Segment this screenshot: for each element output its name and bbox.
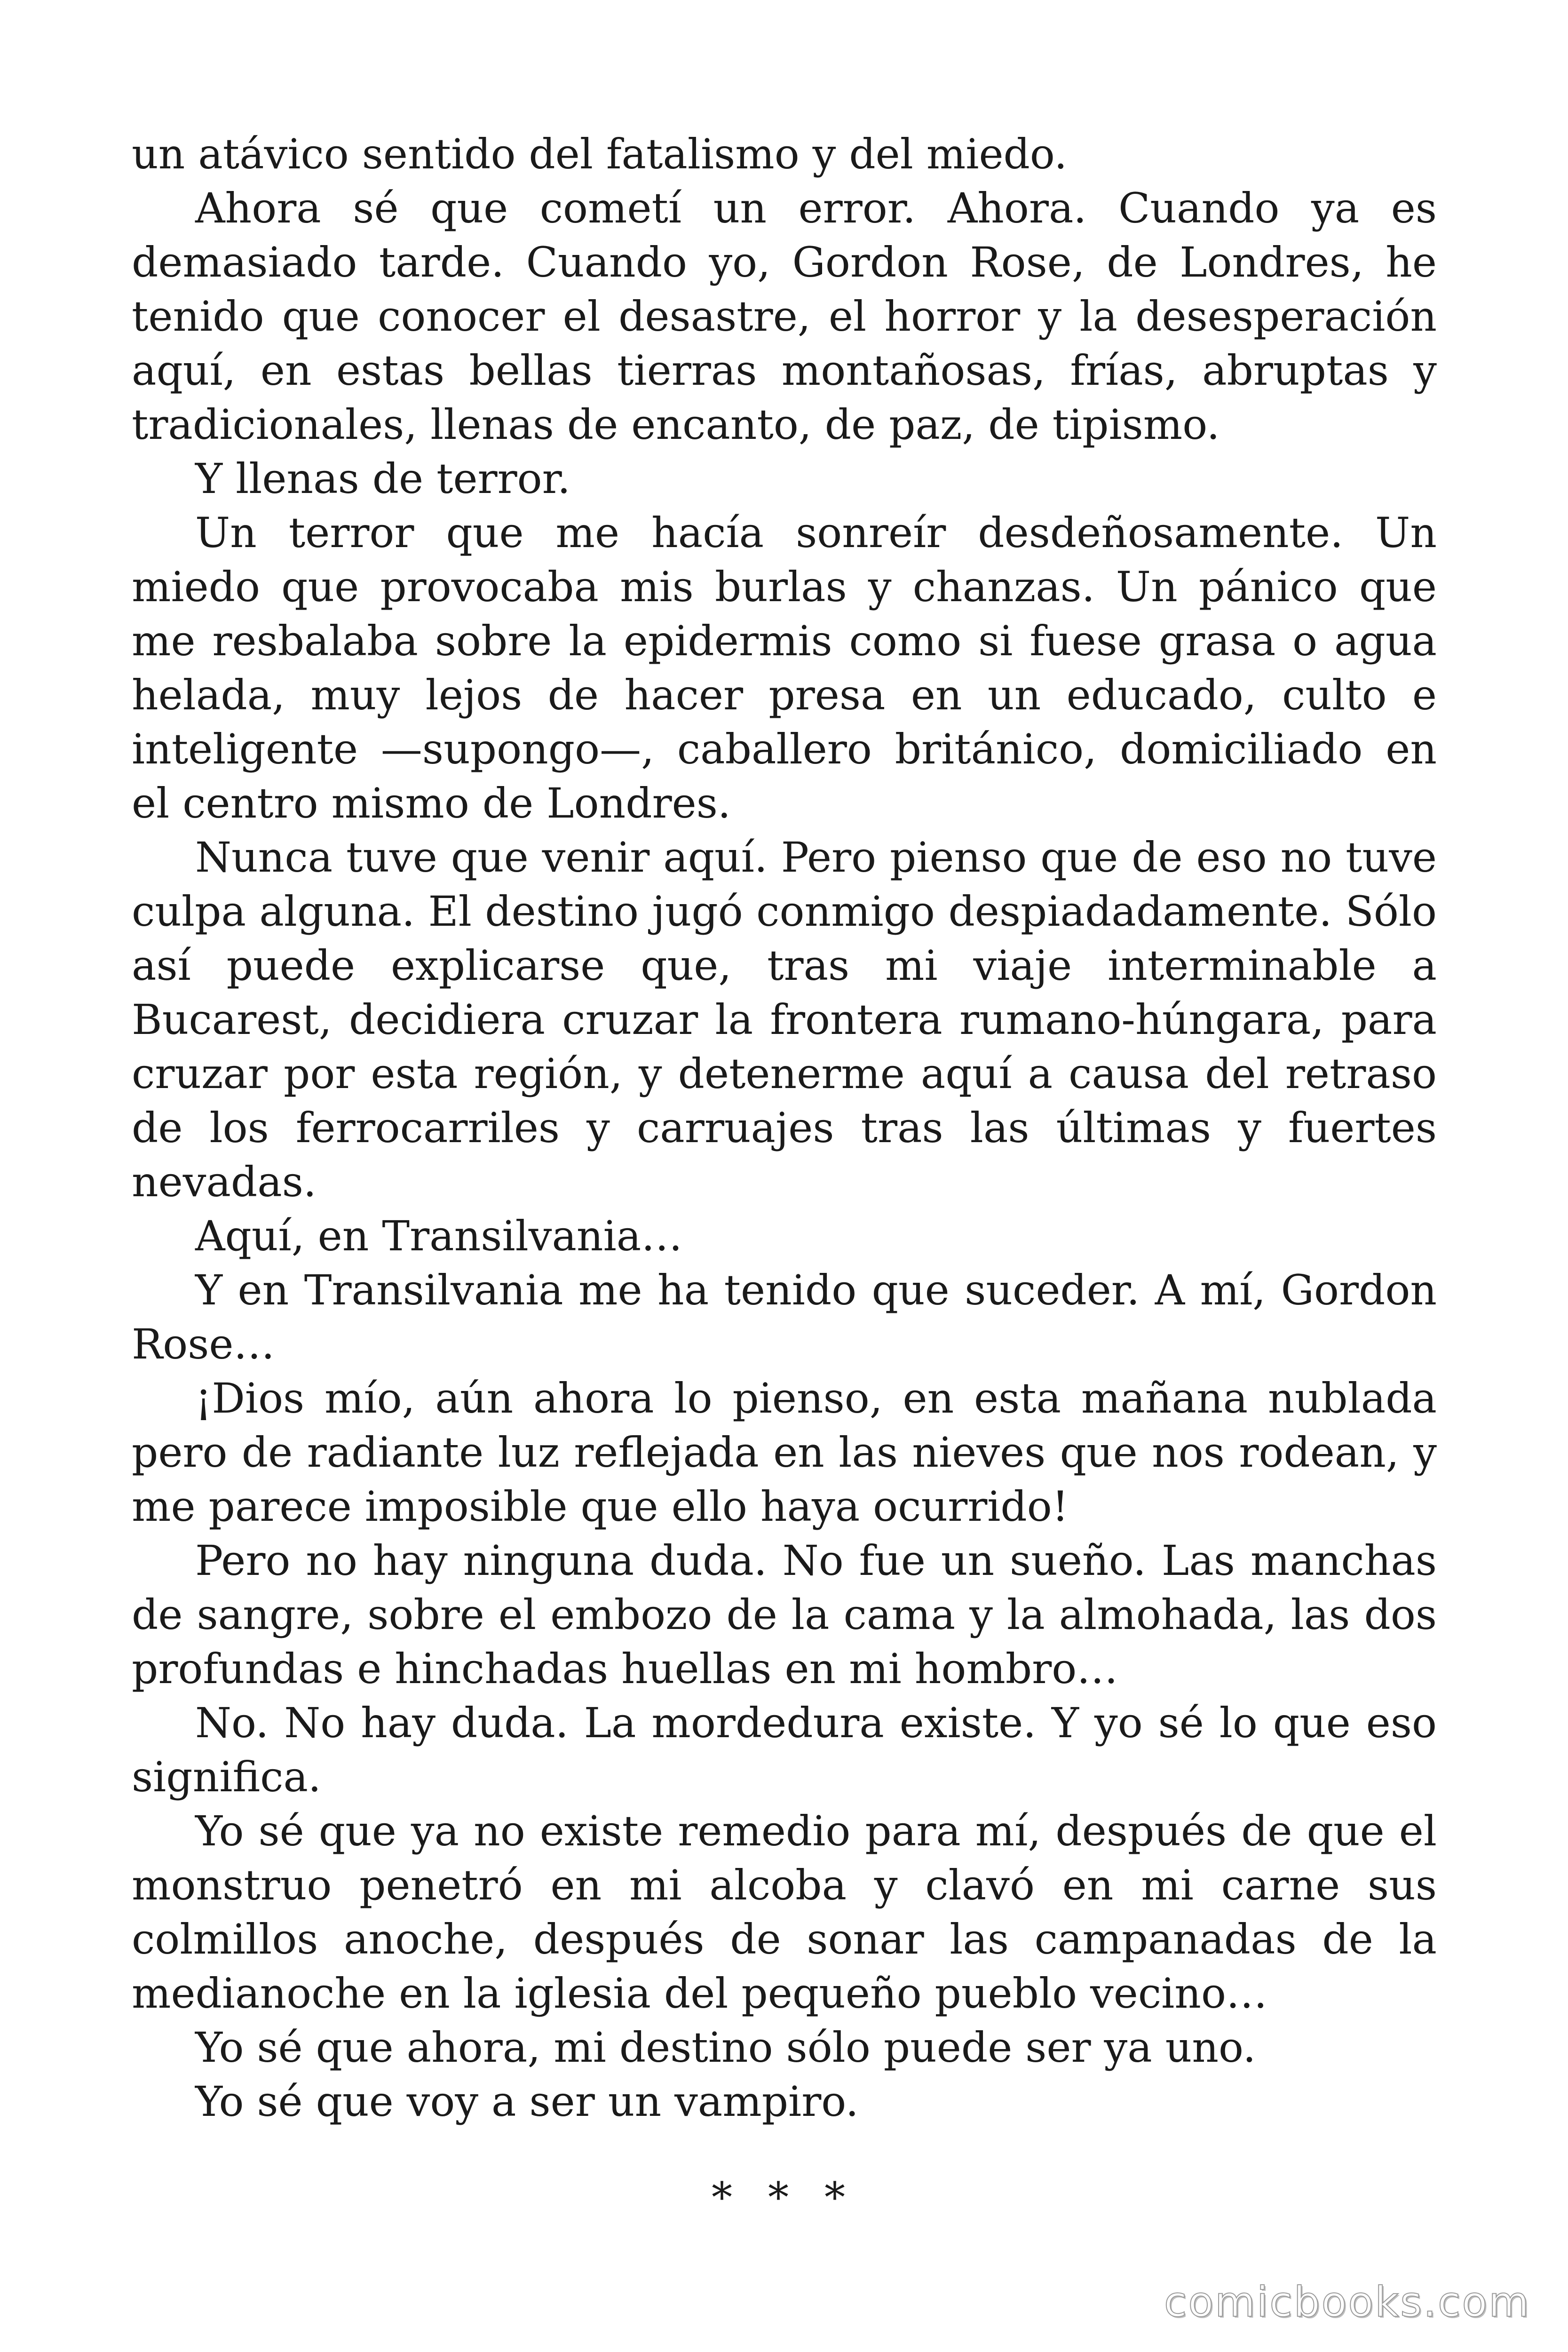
paragraph-11: Yo sé que ya no existe remedio para mí, después de que el monstruo penetró en mi alcoba y clavó en mi carne sus colmillos anoche, después de sonar las campanadas de la medianoche en la iglesia del pequeño pueblo vecino… [132, 1807, 1437, 2018]
paragraph-9: Pero no hay ninguna duda. No fue un sueño. Las manchas de sangre, sobre el embozo de la cama y la almohada, las dos profundas e hinchadas huellas en mi hombro… [132, 1536, 1437, 1693]
page-body [132, 127, 1437, 2129]
paragraph-10: No. No hay duda. La mordedura existe. Y yo sé lo que eso significa. [132, 1699, 1437, 1801]
paragraph-8: ¡Dios mío, aún ahora lo pienso, en esta mañana nublada pero de radiante luz reflejada en las nieves que nos rodean, y me parece imposible que ello haya ocurrido! [132, 1374, 1437, 1531]
paragraph-13: Yo sé que voy a ser un vampiro. [195, 2077, 859, 2126]
paragraph-7: Y en Transilvania me ha tenido que suceder. A mí, Gordon Rose… [132, 1266, 1437, 1368]
paragraph-3: Y llenas de terror. [195, 454, 571, 503]
paragraph-4: Un terror que me hacía sonreír desdeñosamente. Un miedo que provocaba mis burlas y chanzas. Un pánico que me resbalaba sobre la epidermis como si fuese grasa o agua helada, muy lejos de hacer presa en un educado, culto e inteligente —supongo—, caballero británico, domiciliado en el centro mismo de Londres. [132, 509, 1437, 827]
watermark: comicbooks.com [1164, 2278, 1530, 2326]
paragraph-6: Aquí, en Transilvania… [195, 1212, 683, 1260]
section-separator: * * * [712, 2173, 856, 2222]
paragraph-1: un atávico sentido del fatalismo y del miedo. [132, 130, 1068, 178]
paragraph-2: Ahora sé que cometí un error. Ahora. Cuando ya es demasiado tarde. Cuando yo, Gordon Rose, de Londres, he tenido que conocer el desastre, el horror y la desesperación aquí, en estas bellas tierras montañosas, frías, abruptas y tradicionales, llenas de encanto, de paz, de tipismo. [132, 184, 1437, 449]
paragraph-12: Yo sé que ahora, mi destino sólo puede ser ya uno. [195, 2023, 1256, 2072]
paragraph-5: Nunca tuve que venir aquí. Pero pienso que de eso no tuve culpa alguna. El destino jugó conmigo despiadadamente. Sólo así puede explicarse que, tras mi viaje interminable a Bucarest, decidiera cruzar la frontera rumano-húngara, para cruzar por esta región, y detenerme aquí a causa del retraso de los ferrocarriles y carruajes tras las últimas y fuertes nevadas. [132, 833, 1437, 1206]
